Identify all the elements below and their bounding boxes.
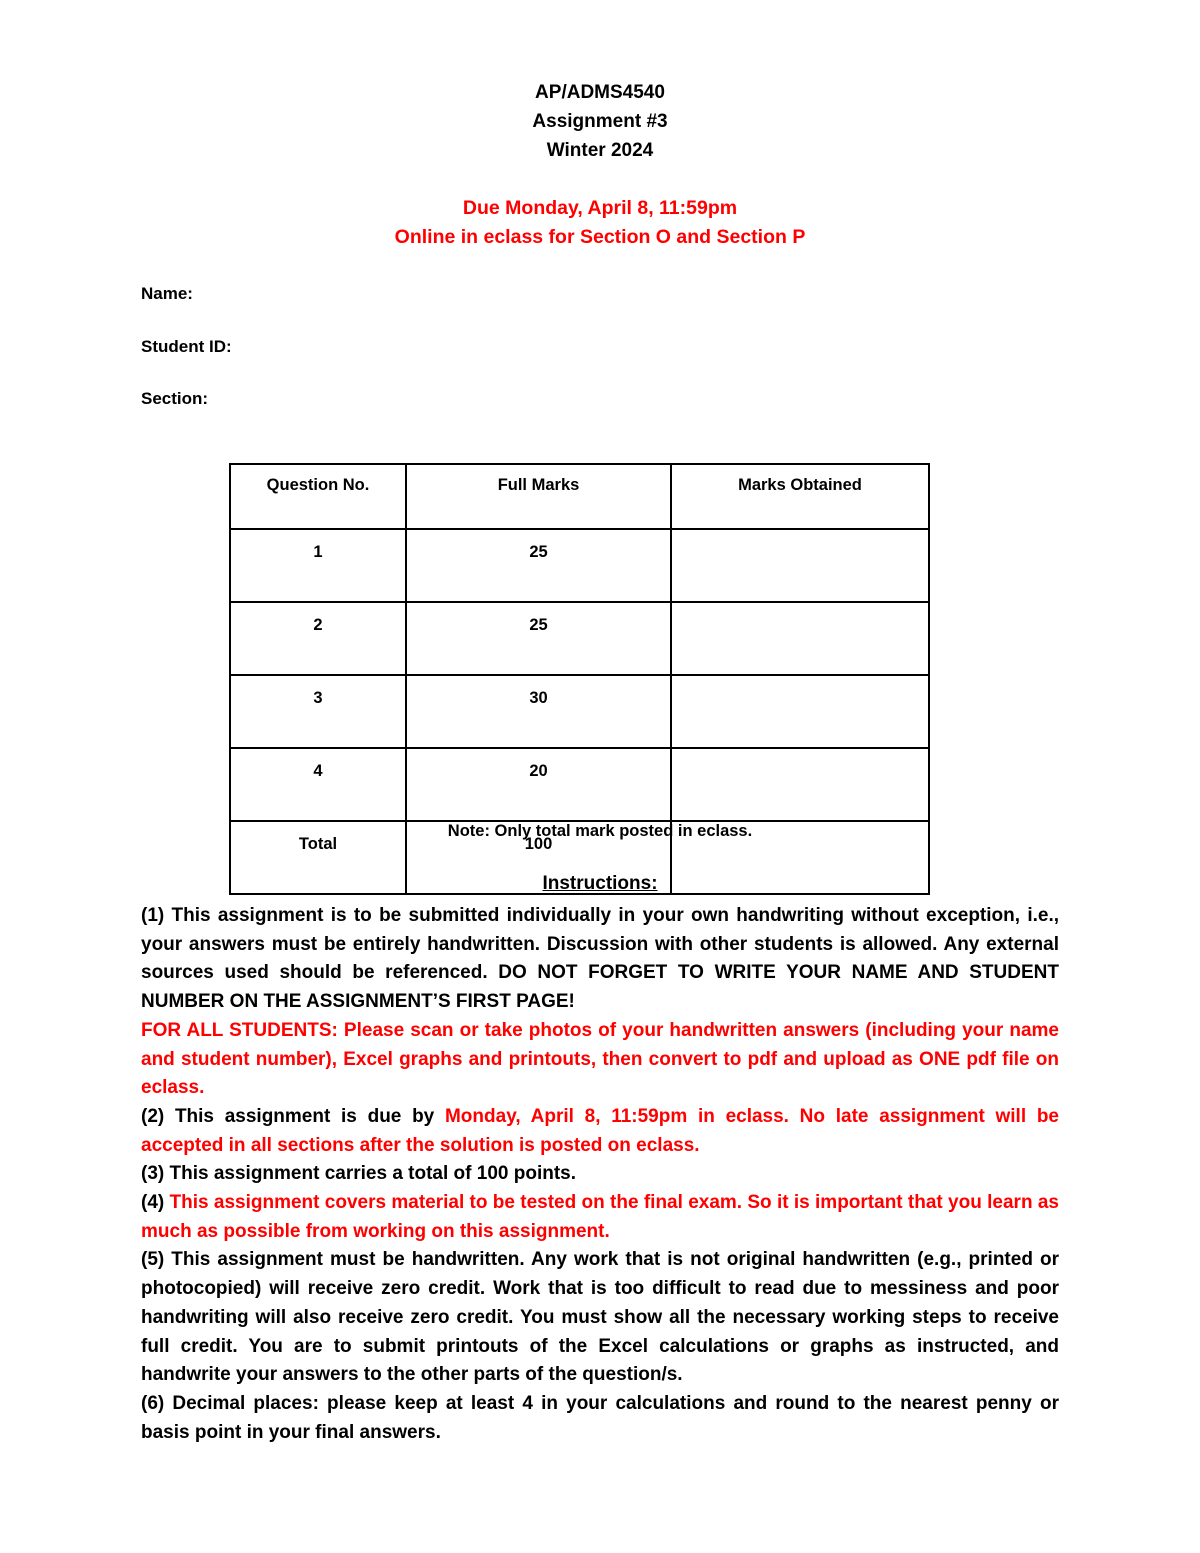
- instruction-5: (5) This assignment must be handwritten. Any work that is not original handwritten (e.g., printed or photocopied) will receive zero credit. Work that is too difficult to read due to messiness and poor handwriting will also receive zero credit. You must show all the necessary working steps to receive full credit. You are to submit printouts of the Excel calculations or graphs as instructed, and handwrite your answers to the other parts of the question/s.: [141, 1249, 1059, 1386]
- cell-question: 3: [230, 675, 406, 748]
- instructions-body: [141, 902, 1059, 1447]
- table-row: [230, 748, 929, 821]
- term: Winter 2024: [546, 140, 654, 161]
- header-marks-obtained: Marks Obtained: [671, 464, 929, 529]
- submission-info: Online in eclass for Section O and Section P: [394, 226, 806, 248]
- instruction-2: [141, 1103, 1059, 1160]
- header-full-marks: Full Marks: [406, 464, 671, 529]
- instruction-3: (3) This assignment carries a total of 100 points.: [141, 1163, 577, 1185]
- cell-full-marks: 100: [406, 821, 671, 894]
- cell-marks-obtained: [671, 529, 929, 602]
- table-row: [230, 675, 929, 748]
- instruction-6: (6) Decimal places: please keep at least 4 in your calculations and round to the nearest penny or basis point in your final answers.: [141, 1392, 1059, 1443]
- cell-question: 4: [230, 748, 406, 821]
- instructions-title: Instructions:: [542, 873, 658, 894]
- cell-marks-obtained: [671, 602, 929, 675]
- cell-question: 2: [230, 602, 406, 675]
- instruction-1: (1) This assignment is to be submitted individually in your own handwriting without exception, i.e., your answers must be entirely handwritten. Discussion with other students is allowed. Any external sources used should be referenced. DO NOT FORGET TO WRITE YOUR NAME AND STUDENT NUMBER ON THE ASSIGNMENT’S FIRST PAGE!: [141, 905, 1059, 1013]
- course-code: AP/ADMS4540: [535, 82, 665, 103]
- instruction-2-deadline: Monday, April 8, 11:59pm in eclass. No late assignment will be accepted in all sections after the solution is posted on eclass.: [141, 1105, 1059, 1156]
- header-question: Question No.: [230, 464, 406, 529]
- table-note: Note: Only total mark posted in eclass.: [447, 822, 753, 840]
- instruction-4-prefix: (4): [141, 1192, 170, 1214]
- table-header-row: [230, 464, 929, 529]
- instruction-2-prefix: (2) This assignment is due by: [141, 1105, 445, 1127]
- name-label: Name:: [141, 284, 193, 303]
- student-id-label: Student ID:: [141, 337, 232, 356]
- table-row: [230, 602, 929, 675]
- cell-full-marks: 25: [406, 602, 671, 675]
- section-label: Section:: [141, 389, 209, 408]
- due-date: Due Monday, April 8, 11:59pm: [462, 197, 738, 219]
- instruction-1-upload: FOR ALL STUDENTS: Please scan or take photos of your handwritten answers (including your name and student number), Excel graphs and printouts, then convert to pdf and upload as ONE pdf file on eclass.: [141, 1019, 1059, 1099]
- cell-full-marks: 30: [406, 675, 671, 748]
- cell-full-marks: 20: [406, 748, 671, 821]
- cell-question: Total: [230, 821, 406, 894]
- cell-marks-obtained: [671, 748, 929, 821]
- cell-marks-obtained: [671, 675, 929, 748]
- assignment-title: Assignment #3: [532, 111, 668, 132]
- cell-question: 1: [230, 529, 406, 602]
- instruction-4: [141, 1189, 1059, 1246]
- table-row: [230, 529, 929, 602]
- cell-full-marks: 25: [406, 529, 671, 602]
- instruction-4-text: This assignment covers material to be tested on the final exam. So it is important that you learn as much as possible from working on this assignment.: [141, 1192, 1059, 1242]
